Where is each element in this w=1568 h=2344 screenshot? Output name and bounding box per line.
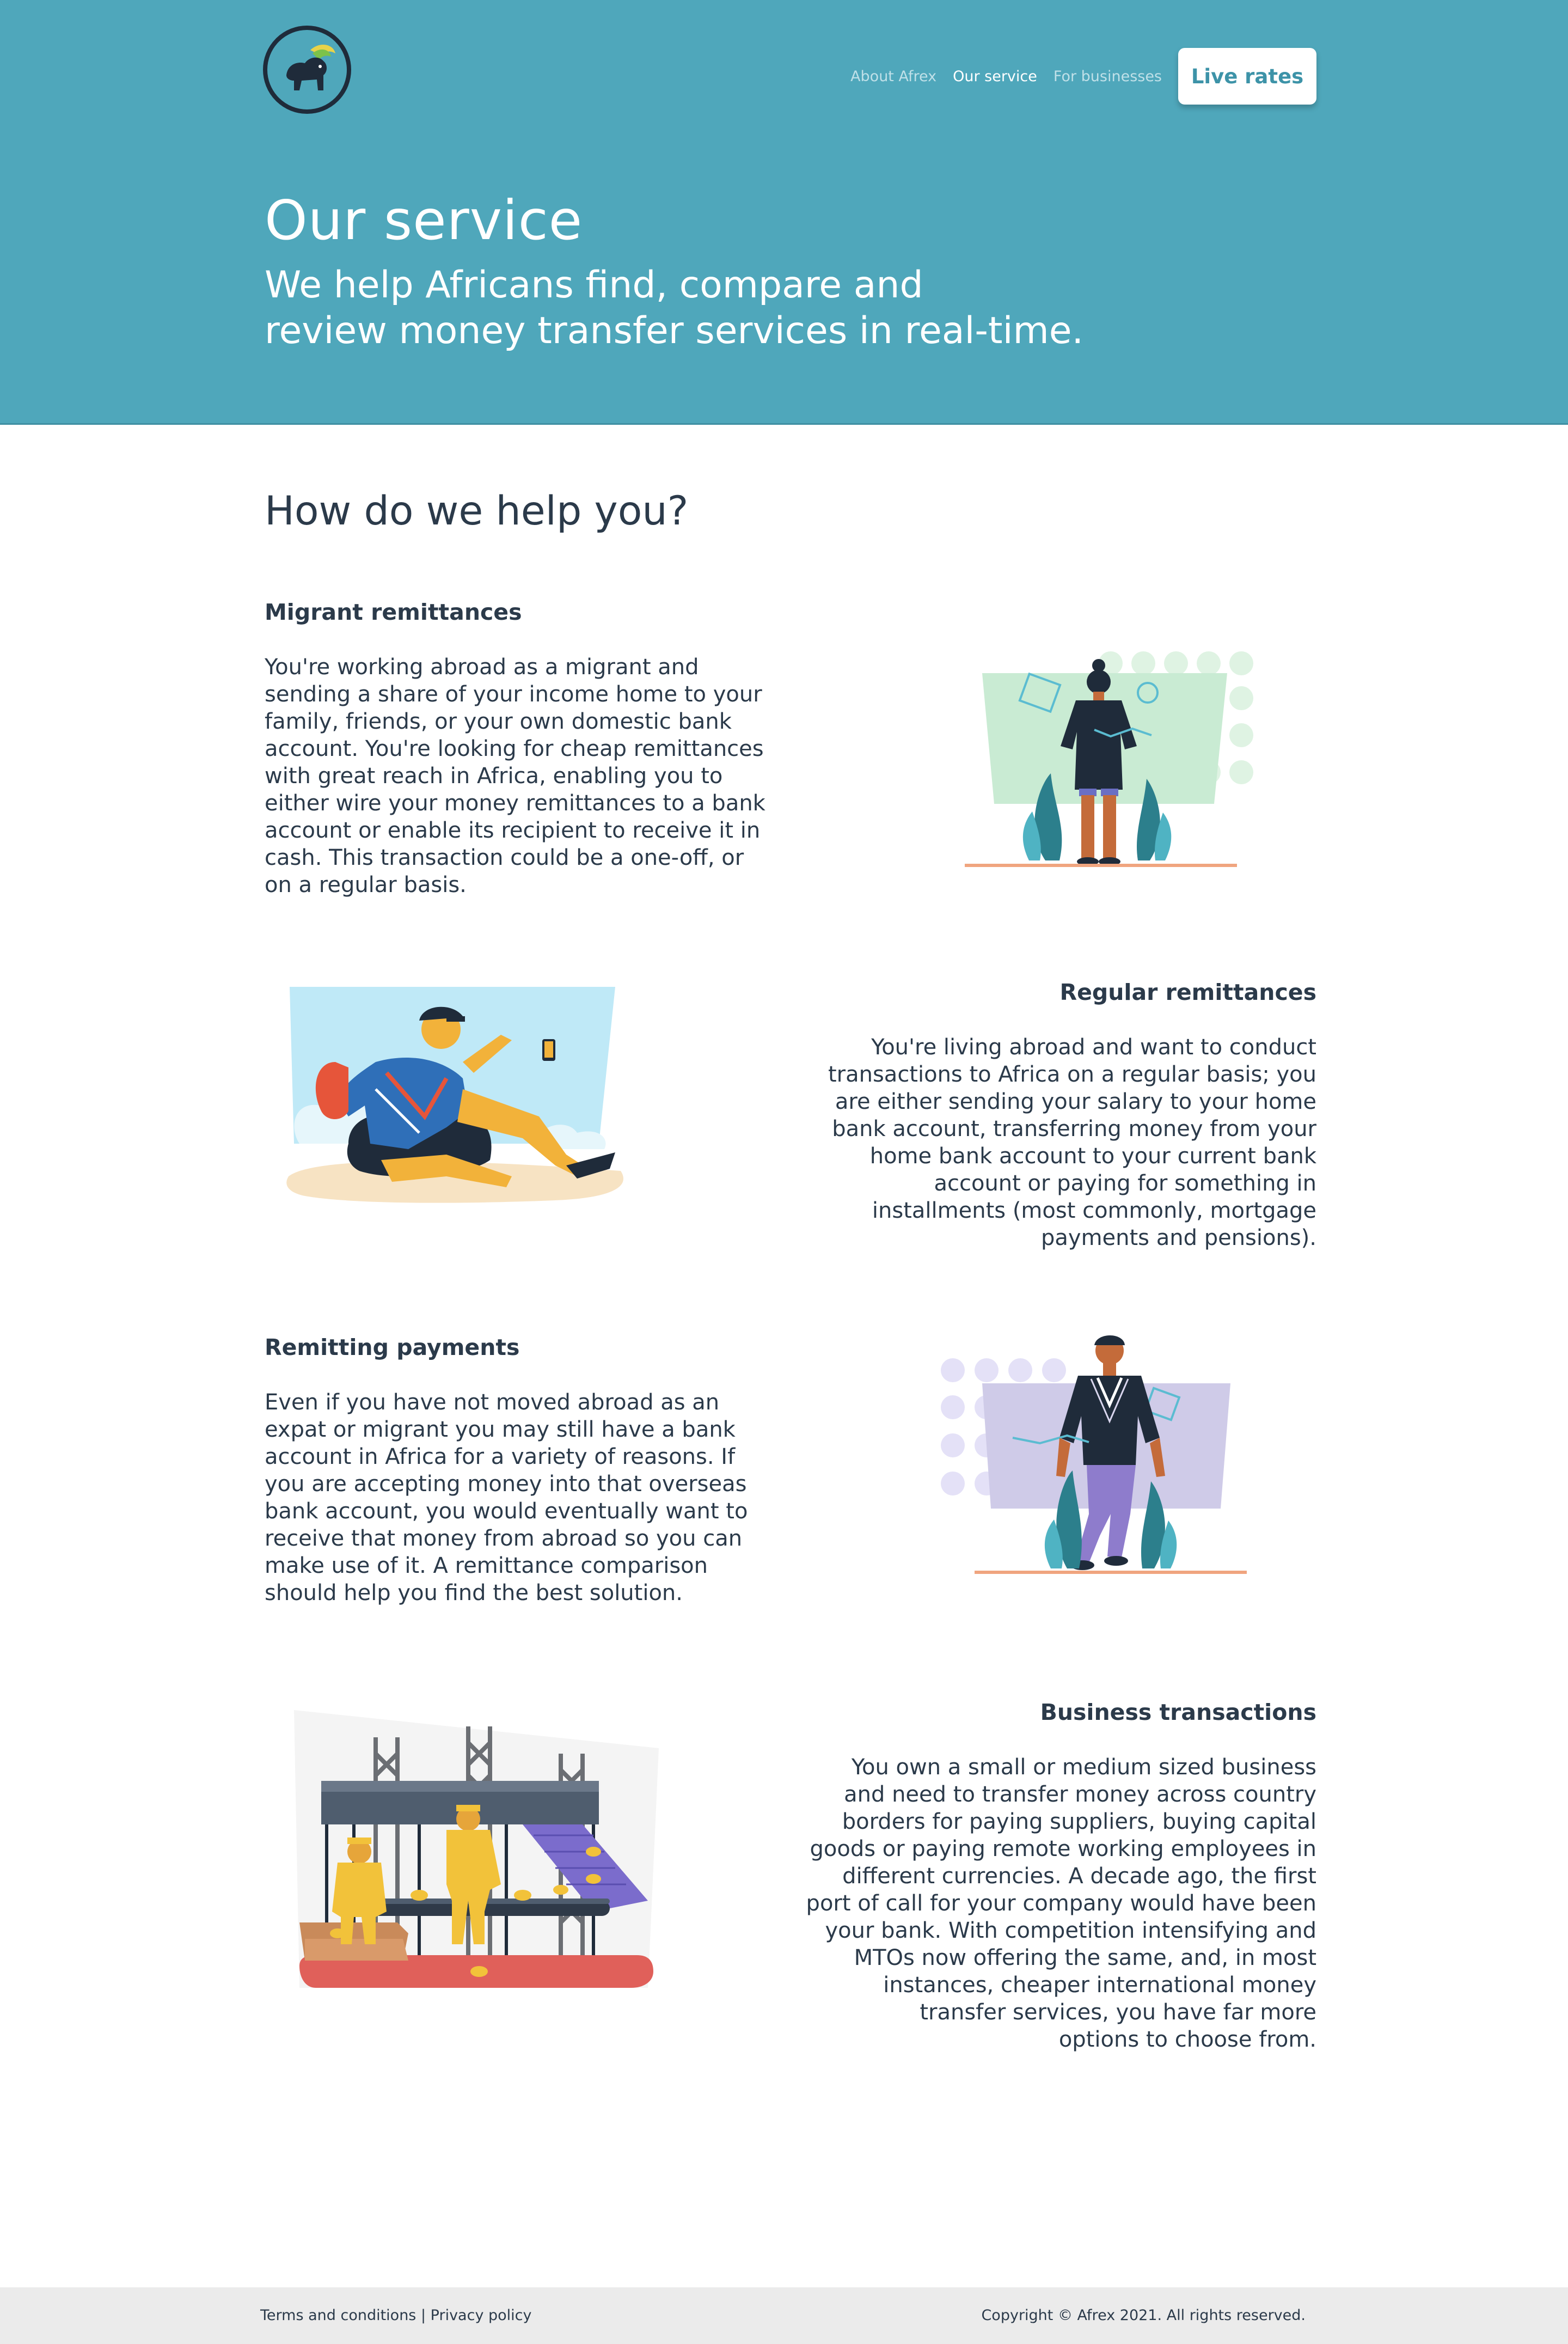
text-line: borders for paying suppliers, buying capital: [842, 1809, 1316, 1834]
text-line: receive that money from abroad so you can: [265, 1526, 743, 1551]
text-line: on a regular basis.: [265, 872, 467, 898]
block-title-regular-remittances: Regular remittances: [1059, 979, 1316, 1005]
text-line: You own a small or medium sized business: [851, 1755, 1316, 1780]
privacy-link[interactable]: Privacy policy: [430, 2307, 532, 2324]
text-line: instances, cheaper international money: [883, 1973, 1316, 1998]
woman-standing-illustration: [964, 648, 1269, 893]
text-line: should help you find the best solution.: [265, 1580, 683, 1606]
page-title: Our service: [265, 188, 583, 252]
section-heading: How do we help you?: [265, 488, 689, 534]
block-text-business-transactions: [806, 1754, 1316, 2053]
block-title-remitting-payments: Remitting payments: [265, 1334, 520, 1360]
text-line: payments and pensions).: [1041, 1225, 1316, 1250]
text-line: goods or paying remote working employees in: [810, 1836, 1316, 1861]
text-line: account or enable its recipient to receive it in: [265, 818, 761, 843]
footer-separator: |: [420, 2307, 426, 2324]
nav-link-for-businesses[interactable]: For businesses: [1053, 68, 1162, 85]
page-subtitle: [265, 263, 1190, 354]
text-line: transactions to Africa on a regular basis; you: [828, 1062, 1316, 1087]
text-line: with great reach in Africa, enabling you to: [265, 764, 723, 789]
hero-header: [0, 0, 1568, 425]
text-line: bank account, transferring money from your: [832, 1116, 1316, 1142]
text-line: either wire your money remittances to a bank: [265, 791, 765, 816]
text-line: transfer services, you have far more: [920, 2000, 1316, 2025]
text-line: port of call for your company would have been: [806, 1891, 1316, 1916]
text-line: expat or migrant you may still have a bank: [265, 1417, 736, 1442]
page-footer: [0, 2287, 1568, 2344]
main-nav: [850, 48, 1316, 105]
live-rates-button[interactable]: Live rates: [1178, 48, 1316, 105]
text-line: installments (most commonly, mortgage: [872, 1198, 1316, 1223]
block-title-business-transactions: Business transactions: [1040, 1699, 1316, 1725]
text-line: options to choose from.: [1058, 2027, 1316, 2052]
nav-link-about[interactable]: About Afrex: [850, 68, 937, 85]
text-line: bank account, you would eventually want to: [265, 1499, 748, 1524]
traveler-selfie-illustration: [283, 980, 664, 1231]
text-line: family, friends, or your own domestic bank: [265, 709, 732, 734]
man-standing-illustration: [936, 1329, 1263, 1601]
factory-workers-illustration: [289, 1705, 670, 1999]
text-line: account in Africa for a variety of reasons. If: [265, 1444, 736, 1469]
terms-link[interactable]: Terms and conditions: [260, 2307, 416, 2324]
block-text-remitting-payments: [265, 1389, 748, 1607]
block-text-migrant-remittances: [265, 654, 765, 899]
text-line: MTOs now offering the same, and, in most: [854, 1945, 1316, 1970]
subtitle-line: We help Africans find, compare and: [265, 264, 923, 307]
text-line: cash. This transaction could be a one-off, or: [265, 845, 744, 870]
subtitle-line: review money transfer services in real-time.: [265, 309, 1084, 352]
text-line: you are accepting money into that overseas: [265, 1472, 747, 1497]
text-line: sending a share of your income home to your: [265, 682, 762, 707]
text-line: your bank. With competition intensifying and: [825, 1918, 1316, 1943]
text-line: different currencies. A decade ago, the first: [842, 1864, 1316, 1889]
text-line: are either sending your salary to your home: [835, 1089, 1316, 1114]
text-line: You're living abroad and want to conduct: [871, 1035, 1316, 1060]
lion-logo-icon[interactable]: [262, 25, 352, 114]
text-line: Even if you have not moved abroad as an: [265, 1390, 720, 1415]
block-text-regular-remittances: [828, 1034, 1316, 1252]
block-title-migrant-remittances: Migrant remittances: [265, 599, 522, 625]
text-line: account or paying for something in: [934, 1171, 1316, 1196]
nav-link-our-service[interactable]: Our service: [953, 68, 1037, 85]
footer-links: [260, 2307, 532, 2324]
text-line: and need to transfer money across country: [844, 1782, 1316, 1807]
copyright-text: Copyright © Afrex 2021. All rights reserved.: [981, 2307, 1306, 2324]
text-line: You're working abroad as a migrant and: [265, 655, 699, 680]
text-line: account. You're looking for cheap remittances: [265, 736, 764, 761]
text-line: home bank account to your current bank: [869, 1144, 1316, 1169]
text-line: make use of it. A remittance comparison: [265, 1553, 708, 1578]
